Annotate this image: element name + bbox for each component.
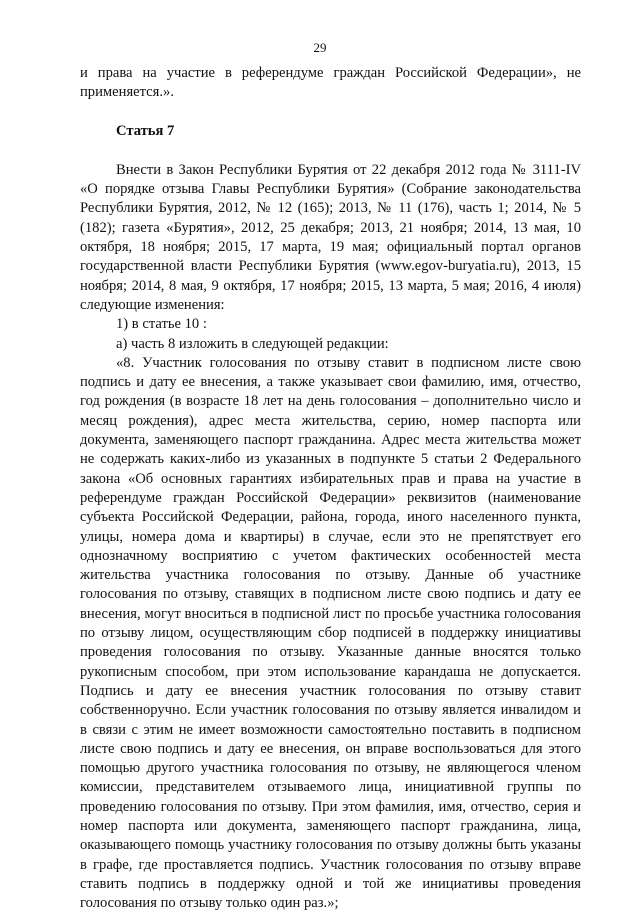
intro-paragraph: Внести в Закон Республики Бурятия от 22 декабря 2012 года № 3111-IV «О порядке отзыва Главы Республики Бурятия» (Собрание законодательства Республики Бурятия, 2012, № 12 (165); 2013, № 11 (176), часть 1; 2014, № 5 (182); газета «Бурятия», 2012, 25 декабря; 2013, 21 ноября; 2014, 13 мая, 10 октября, 18 ноября; 2015, 17 марта, 19 мая; официальный портал органов государственной власти Республики Бурятия (www.egov-buryatia.ru), 2013, 15 ноября; 2014, 8 мая, 9 октября, 17 ноября; 2015, 13 марта, 5 мая; 2016, 4 июля) следующие изменения: xyxy=(80,161,581,313)
page-number: 29 xyxy=(313,40,327,55)
item-a-paragraph: а) часть 8 изложить в следующей редакции: xyxy=(116,335,389,352)
article-heading: Статья 7 xyxy=(116,122,175,139)
document-body xyxy=(80,64,581,913)
part-8-paragraph: «8. Участник голосования по отзыву ставит в подписном листе свою подпись и дату ее внесения, а также указывает свои фамилию, имя, отчество, год рождения (в возрасте 18 лет на день голосования – дополнительно число и месяц рождения), адрес места жительства, серию, номер паспорта или документа, заменяющего паспорт гражданина. Адрес места жительства может не содержать каких-либо из указанных в подпункте 5 статьи 2 Федерального закона «Об основных гарантиях избирательных прав и права на участие в референдуме граждан Российской Федерации» реквизитов (наименование субъекта Российской Федерации, района, города, иного населенного пункта, улицы, номера дома и квартиры) в случае, если это не препятствует его однозначному восприятию с учетом фактических особенностей места жительства участника голосования по отзыву. Данные об участнике голосования по отзыву, ставящих в подписном листе свою подпись и дату ее внесения, могут вноситься в подписной лист по просьбе участника голосования по отзыву лицом, осуществляющим сбор подписей в поддержку инициативы проведения голосования по отзыву. Указанные данные вносятся только рукописным способом, при этом использование карандаша не допускается. Подпись и дату ее внесения участник голосования по отзыву ставит собственноручно. Если участник голосования по отзыву является инвалидом и в связи с этим не имеет возможности самостоятельно поставить в подписном листе свою подпись и дату ее внесения, он вправе воспользоваться для этого помощью другого участника голосования по отзыву, не являющегося членом комиссии, представителем отзываемого лица, инициативной группы по проведению голосования по отзыву. При этом фамилия, имя, отчество, серия и номер паспорта или документа, заменяющего паспорт гражданина, лица, оказывающего помощь участнику голосования по отзыву должны быть указаны в графе, где проставляется подпись. Участник голосования по отзыву вправе ставить подпись в поддержку одной и той же инициативы проведения голосования по отзыву только один раз.»; xyxy=(80,354,581,912)
continuation-paragraph: и права на участие в референдуме граждан Российской Федерации», не применяется.». xyxy=(80,65,581,101)
item-1-paragraph: 1) в статье 10 : xyxy=(116,316,207,333)
